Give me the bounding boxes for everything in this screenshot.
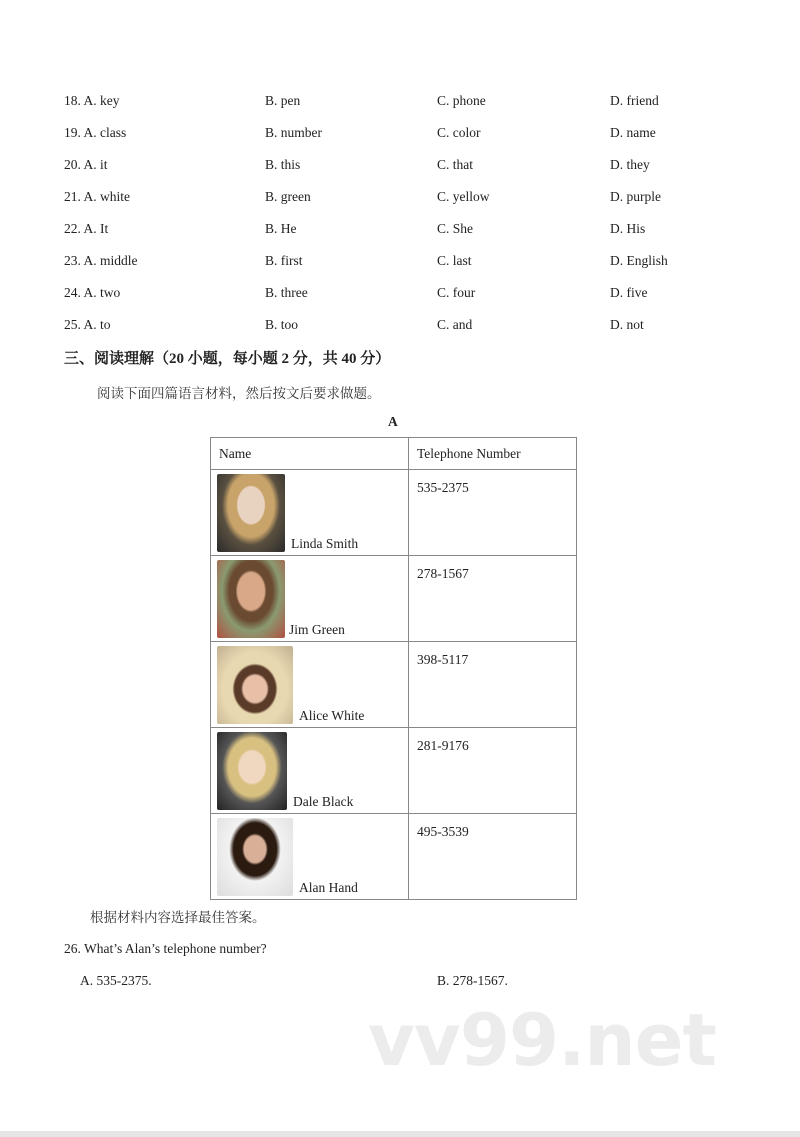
person-photo [217, 732, 287, 810]
table-header-row [211, 438, 577, 470]
option-c: C. that [437, 157, 473, 172]
option-b: B. three [265, 285, 308, 300]
person-name: Jim Green [289, 622, 345, 637]
phone-cell [409, 642, 577, 728]
person-photo [217, 474, 285, 552]
person-name: Linda Smith [291, 536, 359, 551]
phone-number: 535-2375 [417, 480, 469, 495]
question-26-option-a: A. 535-2375. [80, 973, 152, 988]
person-name: Dale Black [293, 794, 354, 809]
option-a: 22. A. It [64, 221, 109, 236]
table-row [211, 642, 577, 728]
option-c: C. phone [437, 93, 486, 108]
option-b: B. too [265, 317, 299, 332]
option-d: D. name [610, 125, 656, 140]
table-row [211, 728, 577, 814]
name-cell [211, 814, 409, 900]
name-cell [211, 556, 409, 642]
header-telephone: Telephone Number [409, 438, 577, 470]
question-instruction: 根据材料内容选择最佳答案。 [90, 910, 266, 925]
phone-cell [409, 814, 577, 900]
person-photo [217, 560, 285, 638]
option-b: B. this [265, 157, 301, 172]
name-cell [211, 642, 409, 728]
option-c: C. four [437, 285, 476, 300]
person-photo [217, 818, 293, 896]
section-heading: 三、阅读理解（20 小题，每小题 2 分，共 40 分） [64, 351, 391, 367]
option-b: B. pen [265, 93, 301, 108]
option-c: C. yellow [437, 189, 490, 204]
option-d: D. friend [610, 93, 659, 108]
option-c: C. color [437, 125, 481, 140]
table-row [211, 470, 577, 556]
option-d: D. not [610, 317, 644, 332]
option-c: C. last [437, 253, 472, 268]
person-name: Alan Hand [299, 880, 358, 895]
question-26: 26. What’s Alan’s telephone number? [64, 941, 267, 956]
phone-cell [409, 556, 577, 642]
name-cell [211, 728, 409, 814]
option-a: 24. A. two [64, 285, 121, 300]
option-b: B. number [265, 125, 322, 140]
option-a: 21. A. white [64, 189, 130, 204]
option-d: D. they [610, 157, 650, 172]
option-a: 25. A. to [64, 317, 111, 332]
option-d: D. His [610, 221, 646, 236]
option-a: 20. A. it [64, 157, 108, 172]
passage-label: A [388, 414, 398, 429]
table-row [211, 556, 577, 642]
option-b: B. green [265, 189, 311, 204]
option-c: C. She [437, 221, 474, 236]
option-a: 19. A. class [64, 125, 127, 140]
telephone-table [210, 437, 577, 900]
phone-cell [409, 728, 577, 814]
table-row [211, 814, 577, 900]
page-bottom-edge [0, 1131, 800, 1137]
watermark: vv99.net [368, 998, 716, 1082]
section-instruction: 阅读下面四篇语言材料，然后按文后要求做题。 [97, 386, 381, 401]
question-26-option-b: B. 278-1567. [437, 973, 508, 988]
name-cell [211, 470, 409, 556]
option-c: C. and [437, 317, 473, 332]
option-d: D. five [610, 285, 648, 300]
person-photo [217, 646, 293, 724]
phone-cell [409, 470, 577, 556]
phone-number: 398-5117 [417, 652, 469, 667]
phone-number: 495-3539 [417, 824, 469, 839]
option-b: B. He [265, 221, 297, 236]
option-d: D. purple [610, 189, 661, 204]
person-name: Alice White [299, 708, 365, 723]
phone-number: 281-9176 [417, 738, 469, 753]
option-d: D. English [610, 253, 668, 268]
phone-number: 278-1567 [417, 566, 469, 581]
option-a: 18. A. key [64, 93, 120, 108]
option-a: 23. A. middle [64, 253, 138, 268]
option-b: B. first [265, 253, 303, 268]
header-name: Name [211, 438, 409, 470]
